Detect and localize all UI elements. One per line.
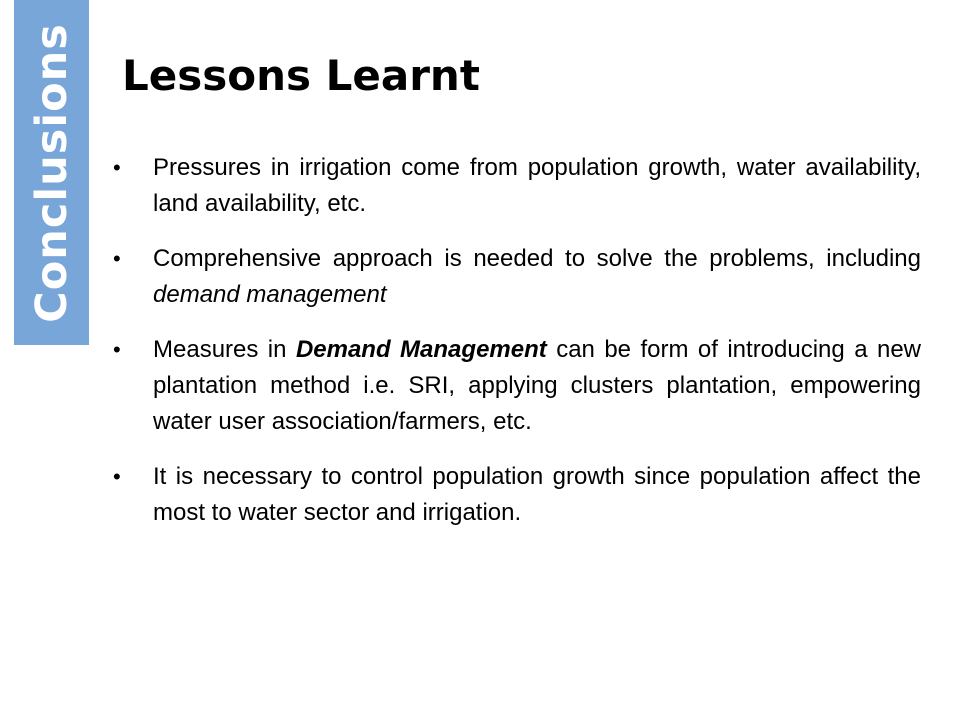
- bullet-text-continued: can be form of introducing a new plantation method i.e. SRI, applying clusters plantation, empowering water user association/farmers, etc.: [153, 336, 922, 435]
- bullet-item: [113, 150, 921, 222]
- bullet-item: [113, 241, 921, 313]
- bullet-text: Comprehensive approach is needed to solve the problems, including: [153, 245, 921, 272]
- slide-title: Lessons Learnt: [122, 51, 480, 100]
- bullet-text: It is necessary to control population growth since population affect the most to water sector and irrigation.: [153, 463, 921, 526]
- bullet-emphasis: demand management: [153, 281, 387, 308]
- bullet-text: Pressures in irrigation come from population growth, water availability, land availability, etc.: [153, 154, 921, 217]
- bullet-dot: •: [113, 155, 121, 180]
- section-side-tab: [14, 0, 89, 345]
- bullet-dot: •: [113, 337, 121, 362]
- bullet-dot: •: [113, 246, 121, 271]
- bullet-item: [113, 459, 921, 531]
- bullet-emphasis: Demand Management: [295, 336, 547, 363]
- bullet-dot: •: [113, 464, 121, 489]
- section-label: Conclusions: [26, 22, 77, 323]
- bullet-item: [113, 332, 921, 440]
- bullet-list: [113, 150, 921, 550]
- bullet-text: Measures in: [153, 336, 296, 363]
